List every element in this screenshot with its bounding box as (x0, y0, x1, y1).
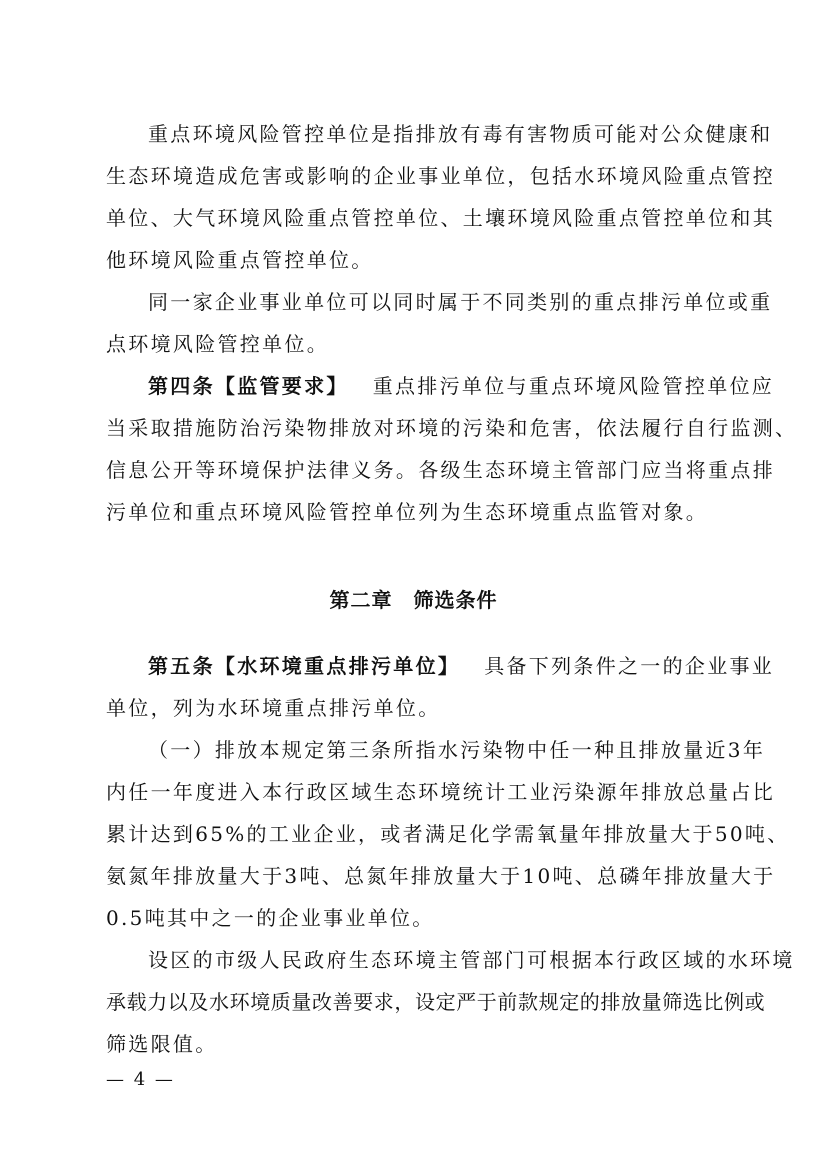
paragraph-line: 他环境风险重点管控单位。 (106, 248, 374, 272)
paragraph-line: 点环境风险管控单位。 (106, 332, 329, 356)
paragraph-line: 累计达到65%的工业企业，或者满足化学需氧量年排放量大于50吨、 (106, 822, 790, 846)
paragraph-line: 当采取措施防治污染物排放对环境的污染和危害，依法履行自行监测、 (106, 416, 798, 440)
paragraph-line: 生态环境造成危害或影响的企业事业单位，包括水环境风险重点管控 (106, 164, 775, 188)
article-4-title: 第四条【监管要求】 (148, 374, 349, 398)
paragraph-line: 承载力以及水环境质量改善要求，设定严于前款规定的排放量筛选比例或 (106, 990, 766, 1014)
paragraph-line: 具备下列条件之一的企业事业 (484, 654, 775, 678)
paragraph-line: 筛选限值。 (106, 1032, 218, 1056)
article-4-first-line (148, 373, 774, 399)
paragraph-line: （一）排放本规定第三条所指水污染物中任一种且排放量近3年 (148, 738, 766, 762)
paragraph-line: 设区的市级人民政府生态环境主管部门可根据本行政区域的水环境 (148, 948, 795, 972)
paragraph-line: 同一家企业事业单位可以同时属于不同类别的重点排污单位或重 (148, 290, 773, 314)
paragraph-line: 重点环境风险管控单位是指排放有毒有害物质可能对公众健康和 (148, 122, 773, 146)
paragraph-line: 单位、大气环境风险重点管控单位、土壤环境风险重点管控单位和其 (106, 206, 775, 230)
paragraph-line: 单位，列为水环境重点排污单位。 (106, 696, 441, 720)
chapter-heading: 第二章 筛选条件 (329, 588, 498, 612)
article-5-title: 第五条【水环境重点排污单位】 (148, 654, 461, 678)
article-5-first-line (148, 653, 774, 679)
paragraph-line: 内任一年度进入本行政区域生态环境统计工业污染源年排放总量占比 (106, 780, 775, 804)
paragraph-line: 污单位和重点环境风险管控单位列为生态环境重点监管对象。 (106, 500, 709, 524)
paragraph-line: 氨氮年排放量大于3吨、总氮年排放量大于10吨、总磷年排放量大于 (106, 864, 776, 888)
page-number: — 4 — (106, 1069, 175, 1090)
paragraph-line: 信息公开等环境保护法律义务。各级生态环境主管部门应当将重点排 (106, 458, 775, 482)
paragraph-line: 0.5吨其中之一的企业事业单位。 (106, 906, 435, 930)
paragraph-line: 重点排污单位与重点环境风险管控单位应 (372, 374, 775, 398)
